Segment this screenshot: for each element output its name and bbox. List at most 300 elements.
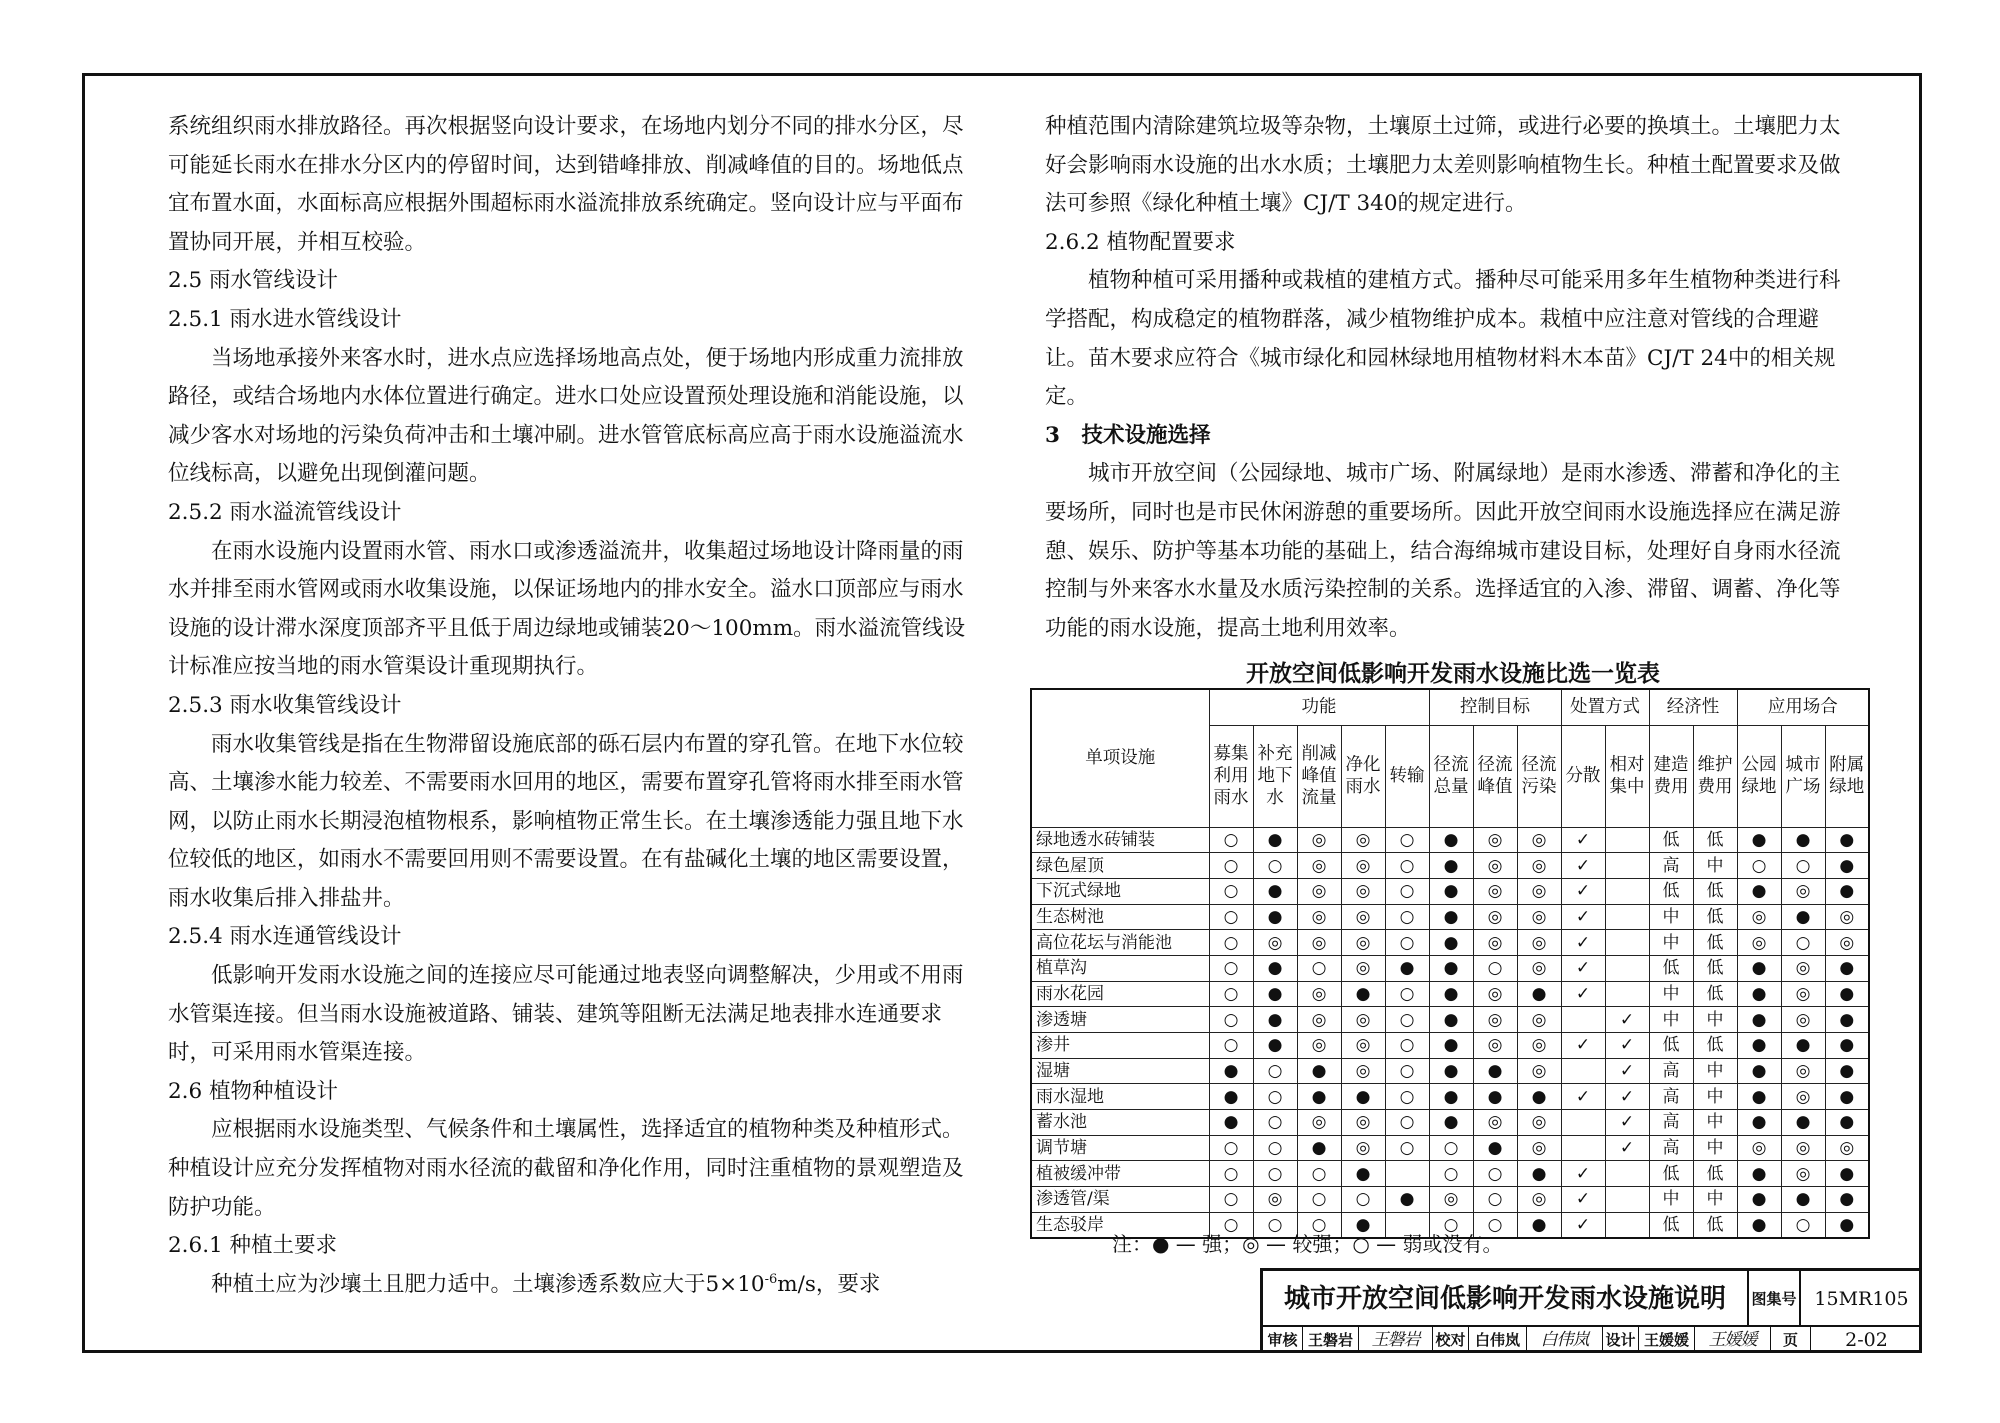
facility-comparison-table (1030, 688, 1870, 1239)
table-cell: ✓ (1561, 981, 1605, 1007)
table-cell: 中 (1649, 1007, 1693, 1033)
facility-name: 调节塘 (1031, 1135, 1209, 1161)
table-cell: ○ (1385, 1110, 1429, 1136)
table-cell: ● (1429, 827, 1473, 853)
column-header: 城市广场 (1781, 725, 1825, 827)
column-group-header: 控制目标 (1429, 689, 1561, 725)
table-cell: ◎ (1825, 904, 1869, 930)
table-cell: 低 (1649, 1033, 1693, 1059)
table-cell: ○ (1385, 930, 1429, 956)
table-cell: ● (1825, 878, 1869, 904)
section-heading: 2.6.1 种植土要求 (168, 1233, 338, 1259)
table-cell: ● (1825, 1007, 1869, 1033)
table-cell: 中 (1649, 904, 1693, 930)
section-heading: 2.6 植物种植设计 (168, 1078, 339, 1104)
table-row (1031, 1161, 1869, 1187)
table-cell: ○ (1473, 1161, 1517, 1187)
facility-name: 生态驳岸 (1031, 1212, 1209, 1238)
column-header: 径流污染 (1517, 725, 1561, 827)
section-heading: 3 技术设施选择 (1045, 422, 1211, 448)
table-cell: ◎ (1517, 1058, 1561, 1084)
table-cell: ● (1253, 1033, 1297, 1059)
left-text-column (168, 108, 968, 1304)
table-row (1031, 1058, 1869, 1084)
table-cell: ○ (1209, 853, 1253, 879)
section-heading: 2.6.2 植物配置要求 (1045, 229, 1236, 255)
table-cell: ● (1253, 981, 1297, 1007)
paragraph: 低影响开发雨水设施之间的连接应尽可能通过地表竖向调整解决，少用或不用雨水管渠连接。但当雨水设施被道路、铺装、建筑等阻断无法满足地表排水连通要求时，可采用雨水管渠连接。 (168, 963, 964, 1066)
exponent: -6 (764, 1271, 778, 1287)
table-cell: ◎ (1341, 1058, 1385, 1084)
page-number: 2-02 (1845, 1329, 1888, 1351)
table-cell: ○ (1737, 853, 1781, 879)
table-cell: ○ (1209, 904, 1253, 930)
table-cell: ◎ (1737, 930, 1781, 956)
table-cell: 低 (1693, 981, 1737, 1007)
table-cell: ● (1737, 1110, 1781, 1136)
table-cell: ○ (1781, 930, 1825, 956)
table-row (1031, 878, 1869, 904)
drawing-title: 城市开放空间低影响开发雨水设施说明 (1263, 1271, 1749, 1327)
table-cell: ● (1253, 878, 1297, 904)
column-group-header: 应用场合 (1737, 689, 1869, 725)
column-header: 径流峰值 (1473, 725, 1517, 827)
table-cell: ◎ (1297, 930, 1341, 956)
table-cell: ✓ (1561, 1033, 1605, 1059)
table-row (1031, 1135, 1869, 1161)
table-cell: ◎ (1341, 853, 1385, 879)
table-cell: ● (1341, 1161, 1385, 1187)
paragraph-text: m/s，要求 (777, 1271, 881, 1297)
table-cell: ○ (1385, 904, 1429, 930)
table-cell: ◎ (1253, 930, 1297, 956)
table-cell: ◎ (1473, 827, 1517, 853)
table-row (1031, 1084, 1869, 1110)
table-cell: ◎ (1473, 904, 1517, 930)
table-cell: ◎ (1429, 1187, 1473, 1213)
table-cell: ◎ (1473, 1033, 1517, 1059)
table-cell: ● (1825, 1161, 1869, 1187)
table-cell: 高 (1649, 1084, 1693, 1110)
table-cell: 高 (1649, 853, 1693, 879)
column-header: 转输 (1385, 725, 1429, 827)
designer-signature: 王媛媛 (1695, 1327, 1771, 1353)
table-row (1031, 827, 1869, 853)
table-cell: ○ (1253, 1110, 1297, 1136)
table-cell: ● (1209, 1084, 1253, 1110)
table-cell: ○ (1385, 1033, 1429, 1059)
facility-name: 植被缓冲带 (1031, 1161, 1209, 1187)
table-cell: ◎ (1517, 878, 1561, 904)
table-cell: ● (1429, 1084, 1473, 1110)
table-cell: ● (1253, 827, 1297, 853)
table-cell (1561, 1058, 1605, 1084)
table-cell: ● (1781, 904, 1825, 930)
table-cell: ◎ (1341, 1110, 1385, 1136)
column-group-header: 功能 (1209, 689, 1429, 725)
facility-name: 蓄水池 (1031, 1110, 1209, 1136)
table-cell: ● (1341, 1084, 1385, 1110)
table-cell: ● (1429, 904, 1473, 930)
table-cell: ● (1517, 981, 1561, 1007)
table-cell: 中 (1649, 1187, 1693, 1213)
table-cell: ● (1781, 1033, 1825, 1059)
table-cell: ● (1825, 1212, 1869, 1238)
table-cell: ◎ (1737, 904, 1781, 930)
column-header: 分散 (1561, 725, 1605, 827)
table-cell: ● (1429, 1033, 1473, 1059)
table-cell: ◎ (1781, 878, 1825, 904)
table-cell: ◎ (1517, 827, 1561, 853)
table-cell: ◎ (1781, 1007, 1825, 1033)
table-cell: ● (1781, 827, 1825, 853)
checker-signature: 白伟岚 (1527, 1327, 1603, 1353)
facility-name: 渗透塘 (1031, 1007, 1209, 1033)
table-cell: ○ (1253, 1058, 1297, 1084)
designer-name: 王媛媛 (1639, 1327, 1695, 1353)
table-cell: ○ (1253, 1212, 1297, 1238)
table-cell: ● (1473, 1058, 1517, 1084)
column-header: 公园绿地 (1737, 725, 1781, 827)
table-cell: ○ (1253, 1135, 1297, 1161)
paragraph: 雨水收集管线是指在生物滞留设施底部的砾石层内布置的穿孔管。在地下水位较高、土壤渗水能力较差、不需要雨水回用的地区，需要布置穿孔管将雨水排至雨水管网，以防止雨水长期浸泡植物根系，影响植物正常生长。在土壤渗透能力强且地下水位较低的地区，如雨水不需要回用则不需要设置。在有盐碱化土壤的地区需要设置，雨水收集后排入排盐井。 (168, 731, 964, 911)
table-cell: ✓ (1561, 1212, 1605, 1238)
table-cell: ○ (1209, 1212, 1253, 1238)
table-cell: ✓ (1605, 1084, 1649, 1110)
column-header: 建造费用 (1649, 725, 1693, 827)
table-cell: ● (1297, 1135, 1341, 1161)
table-row (1031, 1187, 1869, 1213)
table-cell: ◎ (1517, 930, 1561, 956)
table-cell: ◎ (1341, 1135, 1385, 1161)
table-cell: 中 (1693, 1007, 1737, 1033)
table-cell: ○ (1297, 1161, 1341, 1187)
table-cell: ○ (1473, 955, 1517, 981)
table-cell: ● (1209, 1110, 1253, 1136)
table-cell: ● (1737, 1033, 1781, 1059)
table-cell: ◎ (1297, 1007, 1341, 1033)
table-cell: 高 (1649, 1110, 1693, 1136)
section-heading: 2.5 雨水管线设计 (168, 268, 339, 294)
review-label: 审核 (1263, 1327, 1303, 1353)
table-cell: 低 (1693, 955, 1737, 981)
table-cell: ◎ (1473, 853, 1517, 879)
table-cell: ● (1825, 1033, 1869, 1059)
table-cell: ● (1825, 981, 1869, 1007)
table-cell: ✓ (1605, 1033, 1649, 1059)
table-row (1031, 904, 1869, 930)
table-cell: ● (1825, 1058, 1869, 1084)
table-cell: ○ (1209, 1135, 1253, 1161)
table-cell: ● (1737, 981, 1781, 1007)
reviewer-signature: 王磐岩 (1359, 1327, 1433, 1353)
facility-name: 下沉式绿地 (1031, 878, 1209, 904)
table-cell: ● (1429, 981, 1473, 1007)
table-cell: ○ (1429, 1161, 1473, 1187)
table-cell: ● (1737, 827, 1781, 853)
table-cell: ◎ (1781, 981, 1825, 1007)
table-cell: ○ (1209, 1033, 1253, 1059)
section-heading: 2.5.4 雨水连通管线设计 (168, 924, 402, 950)
table-cell: ◎ (1781, 955, 1825, 981)
table-cell: ◎ (1297, 904, 1341, 930)
table-cell: ○ (1253, 1084, 1297, 1110)
paragraph: 种植范围内清除建筑垃圾等杂物，土壤原土过筛，或进行必要的换填土。土壤肥力太好会影响雨水设施的出水水质；土壤肥力太差则影响植物生长。种植土配置要求及做法可参照《绿化种植土壤》CJ/T 340的规定进行。 (1045, 114, 1841, 217)
table-cell: ◎ (1297, 853, 1341, 879)
table-cell: ● (1517, 1212, 1561, 1238)
table-cell: ✓ (1561, 878, 1605, 904)
table-cell: ◎ (1781, 1058, 1825, 1084)
table-cell: ○ (1297, 955, 1341, 981)
table-cell: ○ (1297, 1212, 1341, 1238)
table-cell: ● (1737, 1212, 1781, 1238)
column-header: 募集利用雨水 (1209, 725, 1253, 827)
table-cell (1605, 904, 1649, 930)
table-cell: 中 (1693, 1084, 1737, 1110)
reviewer-name: 王磐岩 (1303, 1327, 1359, 1353)
facility-name: 渗透管/渠 (1031, 1187, 1209, 1213)
table-cell: ● (1517, 1161, 1561, 1187)
table-cell: ◎ (1473, 878, 1517, 904)
table-cell: 低 (1693, 904, 1737, 930)
table-cell: ✓ (1561, 1084, 1605, 1110)
section-heading: 2.5.2 雨水溢流管线设计 (168, 499, 402, 525)
table-cell: ● (1517, 1084, 1561, 1110)
table-cell: ◎ (1737, 1135, 1781, 1161)
table-cell: ◎ (1473, 930, 1517, 956)
table-row (1031, 1110, 1869, 1136)
table-cell: ◎ (1517, 1007, 1561, 1033)
table-cell: 低 (1649, 1161, 1693, 1187)
table-cell: ○ (1209, 878, 1253, 904)
table-cell: 中 (1693, 1187, 1737, 1213)
table-cell: ◎ (1297, 827, 1341, 853)
table-cell: 高 (1649, 1135, 1693, 1161)
table-cell: ● (1781, 1110, 1825, 1136)
table-cell: ● (1737, 1007, 1781, 1033)
table-cell: ◎ (1473, 1110, 1517, 1136)
table-cell: 低 (1649, 955, 1693, 981)
column-group-header: 处置方式 (1561, 689, 1649, 725)
table-cell: ◎ (1825, 1135, 1869, 1161)
facility-name: 绿地透水砖铺装 (1031, 827, 1209, 853)
table-cell (1605, 827, 1649, 853)
section-heading: 2.5.1 雨水进水管线设计 (168, 306, 402, 332)
table-cell: ◎ (1341, 955, 1385, 981)
table-cell: ● (1825, 1084, 1869, 1110)
table-cell: ● (1825, 955, 1869, 981)
facility-name: 雨水湿地 (1031, 1084, 1209, 1110)
table-cell: ◎ (1297, 981, 1341, 1007)
table-cell: ○ (1209, 1007, 1253, 1033)
table-cell: 低 (1693, 878, 1737, 904)
table-cell: ● (1209, 1058, 1253, 1084)
table-cell: ○ (1385, 1007, 1429, 1033)
table-cell: 中 (1693, 1058, 1737, 1084)
table-title: 开放空间低影响开发雨水设施比选一览表 (1246, 661, 1660, 687)
table-cell: ● (1825, 827, 1869, 853)
table-row (1031, 853, 1869, 879)
table-cell: ● (1429, 1110, 1473, 1136)
section-heading: 2.5.3 雨水收集管线设计 (168, 692, 402, 718)
table-cell: 低 (1693, 930, 1737, 956)
table-cell: 低 (1693, 1033, 1737, 1059)
table-cell: ○ (1209, 1187, 1253, 1213)
table-cell: ◎ (1341, 827, 1385, 853)
table-cell (1605, 878, 1649, 904)
table-cell: ○ (1429, 1212, 1473, 1238)
table-cell: 高 (1649, 1058, 1693, 1084)
paragraph: 当场地承接外来客水时，进水点应选择场地高点处，便于场地内形成重力流排放路径，或结合场地内水体位置进行确定。进水口处应设置预处理设施和消能设施，以减少客水对场地的污染负荷冲击和土壤冲刷。进水管管底标高应高于雨水设施溢流水位线标高，以避免出现倒灌问题。 (168, 345, 964, 487)
table-cell: ● (1341, 1212, 1385, 1238)
column-header: 净化雨水 (1341, 725, 1385, 827)
table-cell: ● (1429, 1058, 1473, 1084)
table-cell: ◎ (1297, 1033, 1341, 1059)
table-cell: ◎ (1341, 1007, 1385, 1033)
table-cell: ● (1253, 1007, 1297, 1033)
table-cell: ● (1253, 955, 1297, 981)
design-label: 设计 (1603, 1327, 1639, 1353)
table-cell (1605, 1161, 1649, 1187)
table-cell: ◎ (1341, 904, 1385, 930)
table-cell: ○ (1385, 1135, 1429, 1161)
column-header: 径流总量 (1429, 725, 1473, 827)
table-cell: ○ (1209, 981, 1253, 1007)
paragraph: 植物种植可采用播种或栽植的建植方式。播种尽可能采用多年生植物种类进行科学搭配，构成稳定的植物群落，减少植物维护成本。栽植中应注意对管线的合理避让。苗木要求应符合《城市绿化和园林绿地用植物材料木本苗》CJ/T 24中的相关规定。 (1045, 268, 1841, 410)
table-cell: ◎ (1517, 904, 1561, 930)
table-cell: ○ (1385, 853, 1429, 879)
table-cell: ● (1473, 1084, 1517, 1110)
paragraph-text: 种植土应为沙壤土且肥力适中。土壤渗透系数应大于5×10 (211, 1271, 765, 1297)
table-cell (1561, 1110, 1605, 1136)
table-cell: ○ (1209, 1161, 1253, 1187)
table-cell: ◎ (1517, 1135, 1561, 1161)
column-header: 附属绿地 (1825, 725, 1869, 827)
table-cell: ◎ (1825, 930, 1869, 956)
paragraph: 应根据雨水设施类型、气候条件和土壤属性，选择适宜的植物种类及种植形式。种植设计应充分发挥植物对雨水径流的截留和净化作用，同时注重植物的景观塑造及防护功能。 (168, 1117, 964, 1220)
table-row (1031, 930, 1869, 956)
table-cell: ✓ (1561, 827, 1605, 853)
table-cell: ◎ (1253, 1187, 1297, 1213)
table-cell: ○ (1341, 1187, 1385, 1213)
column-header: 维护费用 (1693, 725, 1737, 827)
table-cell: ● (1781, 1187, 1825, 1213)
table-cell: 低 (1649, 827, 1693, 853)
page-label: 页 (1771, 1327, 1811, 1353)
table-cell: 中 (1649, 930, 1693, 956)
table-cell: ● (1429, 930, 1473, 956)
table-cell: ✓ (1561, 853, 1605, 879)
paragraph (168, 1266, 968, 1305)
column-group-header: 经济性 (1649, 689, 1737, 725)
table-cell: ◎ (1297, 1110, 1341, 1136)
table-cell: 低 (1649, 878, 1693, 904)
paragraph: 城市开放空间（公园绿地、城市广场、附属绿地）是雨水渗透、滞蓄和净化的主要场所，同时也是市民休闲游憩的重要场所。因此开放空间雨水设施选择应在满足游憩、娱乐、防护等基本功能的基础上，结合海绵城市建设目标，处理好自身雨水径流控制与外来客水水量及水质污染控制的关系。选择适宜的入渗、滞留、调蓄、净化等功能的雨水设施，提高土地利用效率。 (1045, 461, 1841, 641)
table-cell: 中 (1693, 1110, 1737, 1136)
table-cell: ● (1429, 853, 1473, 879)
table-cell: ✓ (1561, 930, 1605, 956)
table-cell: ○ (1385, 981, 1429, 1007)
table-cell: ● (1737, 1187, 1781, 1213)
column-header: 相对集中 (1605, 725, 1649, 827)
table-cell: ○ (1385, 1084, 1429, 1110)
table-cell: ✓ (1561, 1161, 1605, 1187)
table-legend-note: 注：● — 强；◎ — 较强；○ — 弱或没有。 (1112, 1232, 1503, 1256)
table-cell: ○ (1253, 853, 1297, 879)
table-cell: 中 (1693, 853, 1737, 879)
table-cell: ◎ (1341, 930, 1385, 956)
table-cell: ● (1341, 981, 1385, 1007)
table-cell: ○ (1473, 1187, 1517, 1213)
table-cell (1605, 930, 1649, 956)
column-header: 补充地下水 (1253, 725, 1297, 827)
table-cell: 低 (1693, 1161, 1737, 1187)
table-cell: ◎ (1517, 955, 1561, 981)
table-cell: ◎ (1297, 878, 1341, 904)
table-cell: ◎ (1517, 1187, 1561, 1213)
title-block (1260, 1268, 1922, 1353)
table-cell: 低 (1693, 827, 1737, 853)
facility-name: 雨水花园 (1031, 981, 1209, 1007)
table-cell: ◎ (1781, 1135, 1825, 1161)
table-cell: ○ (1385, 827, 1429, 853)
table-cell: ✓ (1605, 1135, 1649, 1161)
table-cell: ◎ (1473, 1007, 1517, 1033)
facility-name: 生态树池 (1031, 904, 1209, 930)
table-cell (1605, 1212, 1649, 1238)
table-cell (1605, 1187, 1649, 1213)
table-cell: ○ (1209, 827, 1253, 853)
table-cell: ○ (1385, 878, 1429, 904)
table-cell: ○ (1385, 1058, 1429, 1084)
table-cell: ● (1737, 1084, 1781, 1110)
table-cell (1561, 1007, 1605, 1033)
table-cell: ✓ (1561, 1187, 1605, 1213)
table-cell: ● (1825, 1110, 1869, 1136)
table-row (1031, 1033, 1869, 1059)
table-cell: ◎ (1517, 1110, 1561, 1136)
table-cell (1605, 981, 1649, 1007)
table-cell (1385, 1161, 1429, 1187)
table-cell: ○ (1781, 853, 1825, 879)
atlas-number: 15MR105 (1801, 1271, 1922, 1327)
table-cell: ● (1737, 955, 1781, 981)
table-cell: ● (1385, 955, 1429, 981)
table-cell: ✓ (1561, 955, 1605, 981)
table-cell: ◎ (1781, 1161, 1825, 1187)
table-cell: ◎ (1473, 981, 1517, 1007)
table-cell: ◎ (1341, 878, 1385, 904)
facility-name: 高位花坛与消能池 (1031, 930, 1209, 956)
table-cell: ● (1737, 878, 1781, 904)
facility-name: 渗井 (1031, 1033, 1209, 1059)
facility-name: 湿塘 (1031, 1058, 1209, 1084)
table-cell: ✓ (1605, 1058, 1649, 1084)
table-cell: ○ (1253, 1161, 1297, 1187)
table-cell: ● (1429, 1007, 1473, 1033)
right-text-column (1045, 108, 1845, 648)
table-cell: ✓ (1605, 1007, 1649, 1033)
table-cell: ● (1737, 1058, 1781, 1084)
table-cell: ○ (1209, 930, 1253, 956)
column-header: 削减峰值流量 (1297, 725, 1341, 827)
table-cell: ◎ (1781, 1084, 1825, 1110)
table-cell: ● (1253, 904, 1297, 930)
table-cell: ● (1825, 1187, 1869, 1213)
paragraph: 系统组织雨水排放路径。再次根据竖向设计要求，在场地内划分不同的排水分区，尽可能延长雨水在排水分区内的停留时间，达到错峰排放、削减峰值的目的。场地低点宜布置水面，水面标高应根据外围超标雨水溢流排放系统确定。竖向设计应与平面布置协同开展，并相互校验。 (168, 114, 964, 255)
table-cell: 中 (1649, 981, 1693, 1007)
table-cell: ◎ (1517, 853, 1561, 879)
